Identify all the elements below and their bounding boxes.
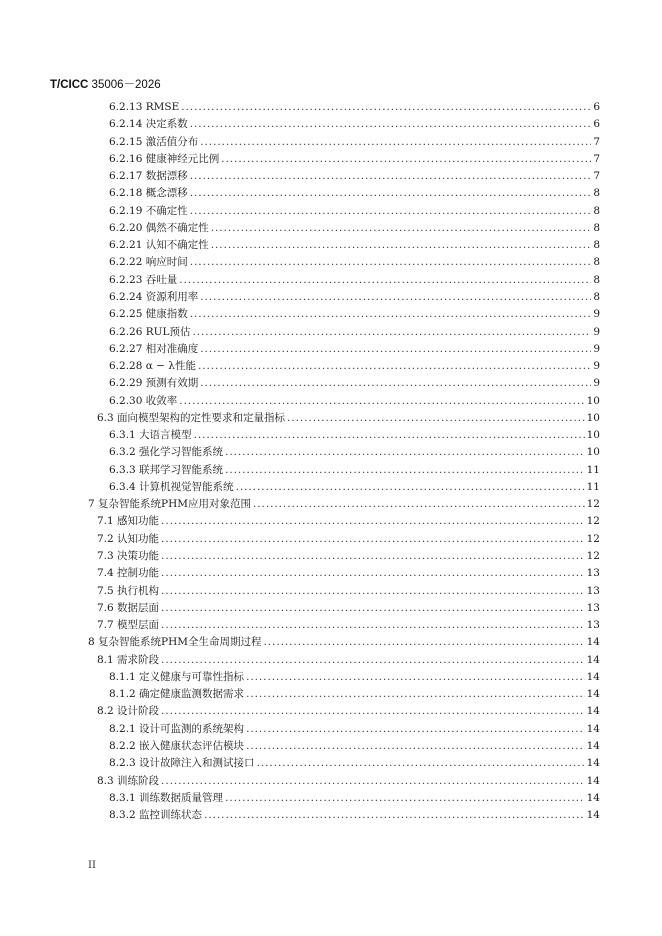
toc-entry-title: 6.2.24 资源利用率 (109, 290, 199, 303)
toc-entry[interactable] (109, 134, 600, 151)
toc-entry-page: 10 (586, 446, 600, 459)
toc-entry[interactable] (97, 548, 600, 565)
toc-leader-dots (190, 306, 591, 323)
toc-leader-dots (161, 617, 585, 634)
toc-entry-title: 6.2.27 相对准确度 (109, 342, 199, 355)
toc-leader-dots (200, 289, 591, 306)
toc-entry-page: 11 (586, 480, 600, 493)
toc-entry[interactable] (109, 341, 600, 358)
toc-leader-dots (200, 341, 591, 358)
toc-leader-dots (246, 686, 585, 703)
toc-entry-page: 13 (586, 601, 600, 614)
toc-entry[interactable] (109, 306, 600, 323)
toc-entry[interactable] (109, 807, 600, 824)
toc-entry[interactable] (109, 237, 600, 254)
toc-entry[interactable] (109, 462, 600, 479)
toc-entry[interactable] (88, 634, 600, 651)
toc-entry-page: 10 (586, 394, 600, 407)
toc-entry-page: 9 (593, 308, 600, 321)
toc-entry-title: 8.2.1 设计可监测的系统架构 (109, 722, 245, 735)
toc-entry-title: 7.3 决策功能 (97, 550, 160, 563)
toc-entry[interactable] (109, 203, 600, 220)
toc-entry-title: 8.1 需求阶段 (97, 653, 160, 666)
toc-entry-page: 11 (586, 463, 600, 476)
toc-entry-page: 8 (593, 204, 600, 217)
toc-entry[interactable] (97, 410, 600, 427)
toc-entry[interactable] (109, 427, 600, 444)
toc-entry-page: 14 (586, 757, 600, 770)
toc-entry-title: 8.3.1 训练数据质量管理 (109, 791, 224, 804)
toc-leader-dots (246, 669, 585, 686)
document-code (50, 76, 161, 92)
toc-entry[interactable] (109, 116, 600, 133)
toc-entry-title: 8.1.2 确定健康监测数据需求 (109, 688, 245, 701)
toc-leader-dots (190, 185, 591, 202)
toc-entry-page: 6 (593, 101, 600, 113)
toc-leader-dots (253, 496, 585, 513)
toc-entry-title: 6.2.17 数据漂移 (109, 170, 188, 183)
toc-entry-page: 13 (586, 567, 600, 580)
toc-entry[interactable] (109, 220, 600, 237)
toc-entry[interactable] (109, 721, 600, 738)
toc-entry-title: 8 复杂智能系统PHM全生命周期过程 (88, 636, 262, 649)
toc-entry-title: 8.2 设计阶段 (97, 705, 160, 718)
toc-entry-title: 7 复杂智能系统PHM应用对象范围 (88, 498, 251, 511)
toc-leader-dots (161, 773, 585, 790)
toc-entry[interactable] (109, 289, 600, 306)
toc-entry[interactable] (97, 583, 600, 600)
toc-entry[interactable] (88, 496, 600, 513)
toc-entry-title: 8.3 训练阶段 (97, 774, 160, 787)
toc-entry-title: 8.1.1 定义健康与可靠性指标 (109, 670, 245, 683)
toc-entry-title: 6.2.28 α − λ性能 (109, 360, 196, 373)
toc-entry-page: 8 (593, 256, 600, 269)
toc-entry[interactable] (109, 254, 600, 271)
page-number: II (88, 860, 96, 871)
toc-entry[interactable] (97, 703, 600, 720)
toc-entry-title: 6.2.13 RMSE (109, 101, 180, 113)
toc-leader-dots (179, 272, 591, 289)
toc-leader-dots (190, 254, 591, 271)
toc-entry-title: 8.2.2 嵌入健康状态评估模块 (109, 739, 245, 752)
toc-entry[interactable] (109, 272, 600, 289)
toc-leader-dots (181, 99, 591, 116)
toc-entry-page: 14 (586, 636, 600, 649)
toc-entry-page: 14 (586, 722, 600, 735)
toc-entry-page: 14 (586, 670, 600, 683)
toc-entry-title: 7.4 控制功能 (97, 567, 160, 580)
toc-entry-page: 14 (586, 705, 600, 718)
toc-leader-dots (225, 790, 585, 807)
toc-leader-dots (190, 168, 591, 185)
toc-leader-dots (161, 583, 585, 600)
toc-entry-page: 10 (586, 429, 600, 442)
toc-entry[interactable] (109, 168, 600, 185)
toc-leader-dots (257, 755, 585, 772)
toc-entry-title: 6.2.14 决定系数 (109, 118, 188, 131)
toc-entry-page: 9 (593, 377, 600, 390)
toc-entry[interactable] (109, 99, 600, 116)
toc-entry[interactable] (109, 185, 600, 202)
toc-entry-page: 7 (593, 135, 600, 148)
toc-leader-dots (200, 375, 591, 392)
toc-entry-page: 14 (586, 809, 600, 822)
toc-entry-title: 6.3.4 计算机视觉智能系统 (109, 480, 234, 493)
toc-leader-dots (221, 151, 591, 168)
document-code-prefix: T/CICC (50, 79, 89, 91)
toc-entry-title: 8.3.2 监控训练状态 (109, 809, 203, 822)
toc-entry-title: 7.7 模型层面 (97, 619, 160, 632)
toc-entry-title: 6.2.22 响应时间 (109, 256, 188, 269)
toc-entry[interactable] (109, 358, 600, 375)
toc-leader-dots (236, 479, 585, 496)
toc-entry-title: 7.2 认知功能 (97, 532, 160, 545)
toc-entry[interactable] (109, 375, 600, 392)
toc-entry-page: 8 (593, 187, 600, 200)
toc-entry-page: 8 (593, 273, 600, 286)
toc-leader-dots (287, 410, 585, 427)
toc-entry[interactable] (97, 565, 600, 582)
toc-entry[interactable] (97, 617, 600, 634)
toc-entry[interactable] (109, 324, 600, 341)
toc-entry[interactable] (109, 755, 600, 772)
toc-entry-title: 6.2.16 健康神经元比例 (109, 152, 220, 165)
toc-entry[interactable] (109, 669, 600, 686)
toc-entry-title: 7.5 执行机构 (97, 584, 160, 597)
toc-entry[interactable] (97, 773, 600, 790)
toc-entry[interactable] (109, 479, 600, 496)
toc-entry-title: 6.2.19 不确定性 (109, 204, 188, 217)
toc-leader-dots (194, 427, 585, 444)
toc-entry-page: 7 (593, 152, 600, 165)
toc-leader-dots (192, 324, 591, 341)
toc-leader-dots (190, 203, 591, 220)
toc-entry[interactable] (109, 790, 600, 807)
toc-leader-dots (161, 565, 585, 582)
toc-entry-page: 12 (586, 532, 600, 545)
toc-entry-page: 14 (586, 791, 600, 804)
toc-entry-page: 12 (586, 515, 600, 528)
toc-entry-title: 6.2.21 认知不确定性 (109, 239, 209, 252)
toc-entry-page: 14 (586, 653, 600, 666)
toc-leader-dots (161, 652, 585, 669)
toc-entry-title: 6.2.20 偶然不确定性 (109, 221, 209, 234)
toc-leader-dots (161, 703, 585, 720)
toc-entry[interactable] (97, 513, 600, 530)
toc-leader-dots (246, 721, 585, 738)
toc-entry-page: 8 (593, 290, 600, 303)
toc-entry[interactable] (97, 531, 600, 548)
toc-entry-title: 7.1 感知功能 (97, 515, 160, 528)
toc-entry-page: 9 (593, 325, 600, 338)
toc-entry-page: 9 (593, 342, 600, 355)
toc-entry[interactable] (109, 686, 600, 703)
toc-entry[interactable] (109, 151, 600, 168)
toc-leader-dots (204, 807, 585, 824)
toc-leader-dots (264, 634, 585, 651)
toc-entry-page: 10 (586, 411, 600, 424)
toc-entry-page: 8 (593, 239, 600, 252)
toc-leader-dots (200, 134, 591, 151)
toc-leader-dots (246, 738, 585, 755)
toc-leader-dots (198, 358, 591, 375)
toc-entry-page: 14 (586, 688, 600, 701)
toc-entry-title: 7.6 数据层面 (97, 601, 160, 614)
toc-leader-dots (225, 444, 585, 461)
toc-entry-page: 14 (586, 774, 600, 787)
toc-entry-page: 12 (586, 498, 600, 511)
toc-leader-dots (161, 600, 585, 617)
toc-entry-page: 7 (593, 170, 600, 183)
toc-entry-title: 6.3.3 联邦学习智能系统 (109, 463, 224, 476)
toc-entry[interactable] (109, 738, 600, 755)
toc-leader-dots (211, 220, 591, 237)
toc-entry-page: 13 (586, 619, 600, 632)
toc-entry-page: 12 (586, 550, 600, 563)
toc-entry[interactable] (97, 600, 600, 617)
toc-entry[interactable] (109, 444, 600, 461)
toc-entry-title: 6.2.25 健康指数 (109, 308, 188, 321)
toc-entry-page: 9 (593, 360, 600, 373)
toc-entry-page: 14 (586, 739, 600, 752)
toc-leader-dots (190, 116, 591, 133)
toc-leader-dots (161, 548, 585, 565)
document-code-number: 35006－2026 (91, 79, 161, 91)
toc-leader-dots (161, 513, 585, 530)
toc-entry-title: 8.2.3 设计故障注入和测试接口 (109, 757, 255, 770)
toc-entry-title: 6.2.29 预测有效期 (109, 377, 199, 390)
toc-entry-title: 6.2.23 吞吐量 (109, 273, 178, 286)
toc-entry-title: 6.2.26 RUL预估 (109, 325, 191, 338)
toc-entry[interactable] (97, 652, 600, 669)
toc-entry-title: 6.2.15 激活值分布 (109, 135, 199, 148)
toc-entry-title: 6.3 面向模型架构的定性要求和定量指标 (97, 411, 286, 424)
toc-entry-title: 6.2.30 收敛率 (109, 394, 178, 407)
toc-leader-dots (179, 393, 584, 410)
toc-leader-dots (161, 531, 585, 548)
toc-entry-page: 6 (593, 118, 600, 131)
toc-leader-dots (225, 462, 585, 479)
toc-leader-dots (211, 237, 591, 254)
toc-entry-title: 6.3.1 大语言模型 (109, 429, 192, 442)
toc-entry-page: 13 (586, 584, 600, 597)
toc-entry-title: 6.3.2 强化学习智能系统 (109, 446, 224, 459)
toc-entry-title: 6.2.18 概念漂移 (109, 187, 188, 200)
toc-entry[interactable] (109, 393, 600, 410)
toc-entry-page: 8 (593, 221, 600, 234)
